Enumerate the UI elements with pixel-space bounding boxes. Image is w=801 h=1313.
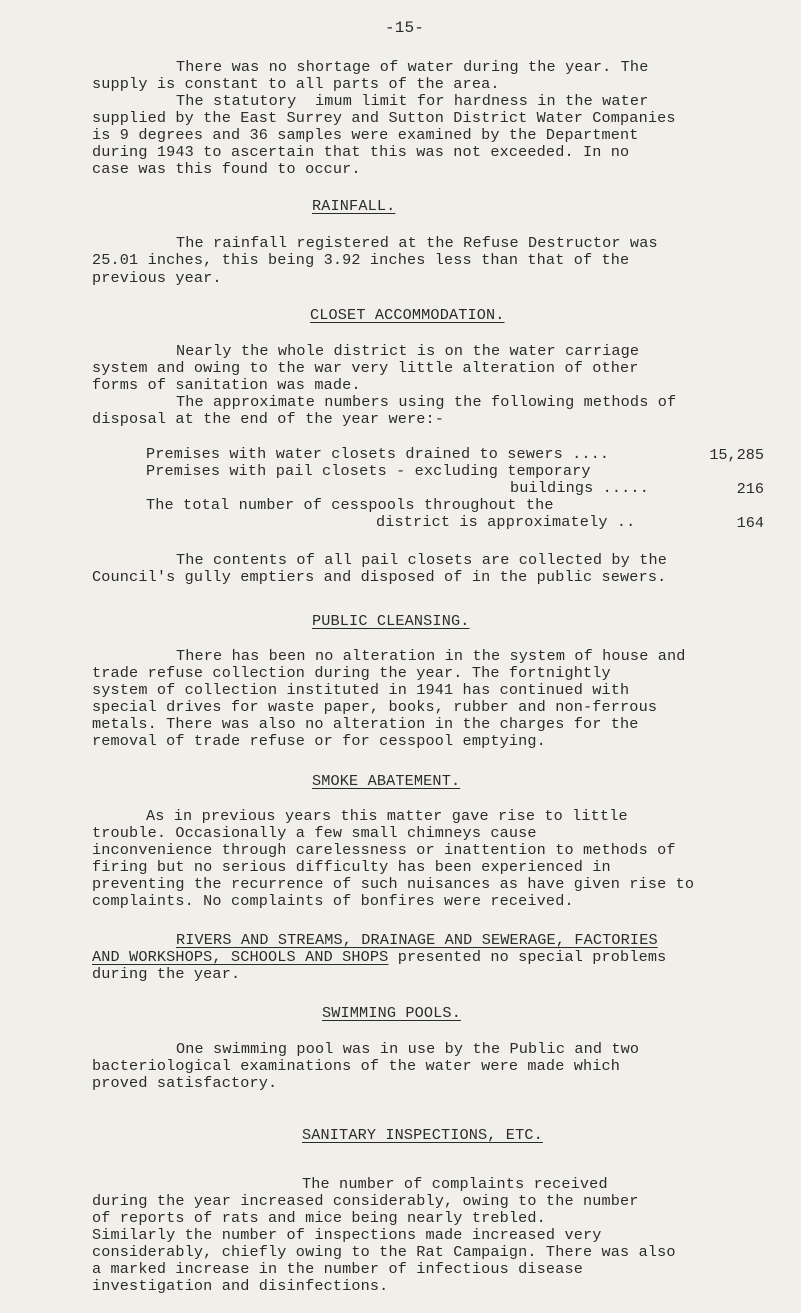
sanitary-line-6: a marked increase in the number of infectious disease [92, 1260, 583, 1278]
closet-heading: CLOSET ACCOMMODATION. [310, 306, 505, 324]
swimming-line-2: bacteriological examinations of the water were made which [92, 1057, 621, 1075]
cleansing-line-1: There has been no alteration in the system of house and [176, 647, 686, 665]
swimming-line-1: One swimming pool was in use by the Public and two [176, 1040, 640, 1058]
water-line-7: case was this found to occur. [92, 160, 361, 178]
closet-line-2: system and owing to the war very little alteration of other [92, 359, 639, 377]
closet-item-2-value: 216 [736, 480, 764, 498]
sanitary-line-5: considerably, chiefly owing to the Rat Campaign. There was also [92, 1243, 676, 1261]
closet-item-3-value: 164 [736, 514, 764, 532]
sanitary-line-1: The number of complaints received [302, 1175, 608, 1193]
rainfall-heading: RAINFALL. [312, 197, 396, 215]
rivers-heading-line-1: RIVERS AND STREAMS, DRAINAGE AND SEWERAGE, FACTORIES [176, 931, 658, 949]
closet-item-2-label: Premises with pail closets - excluding temporary [146, 462, 591, 480]
closet-item-1-value: 15,285 [709, 446, 764, 464]
water-line-5: is 9 degrees and 36 samples were examined by the Department [92, 126, 639, 144]
water-line-4: supplied by the East Surrey and Sutton District Water Companies [92, 109, 676, 127]
cleansing-line-2: trade refuse collection during the year. The fortnightly [92, 664, 611, 682]
water-line-3: The statutory imum limit for hardness in the water [176, 92, 649, 110]
closet-item-3-label: The total number of cesspools throughout the [146, 496, 554, 514]
closet-line-4: The approximate numbers using the following methods of [176, 393, 677, 411]
sanitary-heading: SANITARY INSPECTIONS, ETC. [302, 1126, 543, 1144]
closet-closing-2: Council's gully emptiers and disposed of in the public sewers. [92, 568, 667, 586]
rivers-line-3: during the year. [92, 965, 241, 983]
closet-item-2-label-cont: buildings ..... [510, 479, 649, 497]
sanitary-line-2: during the year increased considerably, owing to the number [92, 1192, 639, 1210]
smoke-line-5: preventing the recurrence of such nuisances as have given rise to [92, 875, 695, 893]
cleansing-heading: PUBLIC CLEANSING. [312, 612, 470, 630]
sanitary-line-7: investigation and disinfections. [92, 1277, 389, 1295]
swimming-line-3: proved satisfactory. [92, 1074, 278, 1092]
smoke-line-1: As in previous years this matter gave rise to little [146, 807, 628, 825]
closet-line-5: disposal at the end of the year were:- [92, 410, 445, 428]
sanitary-line-4: Similarly the number of inspections made increased very [92, 1226, 602, 1244]
smoke-heading: SMOKE ABATEMENT. [312, 772, 461, 790]
smoke-line-4: firing but no serious difficulty has been experienced in [92, 858, 611, 876]
rainfall-line-1: The rainfall registered at the Refuse Destructor was [176, 234, 658, 252]
rivers-line-2 [92, 949, 666, 965]
cleansing-line-5: metals. There was also no alteration in the charges for the [92, 715, 639, 733]
closet-item-1-label: Premises with water closets drained to sewers .... [146, 445, 610, 463]
closet-line-1: Nearly the whole district is on the water carriage [176, 342, 640, 360]
rivers-heading-line-2: AND WORKSHOPS, SCHOOLS AND SHOPS [92, 948, 389, 966]
rainfall-line-2: 25.01 inches, this being 3.92 inches less than that of the [92, 251, 630, 269]
cleansing-line-4: special drives for waste paper, books, rubber and non-ferrous [92, 698, 658, 716]
page-number: -15- [385, 19, 425, 37]
smoke-line-6: complaints. No complaints of bonfires were received. [92, 892, 574, 910]
sanitary-line-3: of reports of rats and mice being nearly trebled. [92, 1209, 546, 1227]
closet-item-3-label-cont: district is approximately .. [376, 513, 636, 531]
closet-line-3: forms of sanitation was made. [92, 376, 361, 394]
cleansing-line-3: system of collection instituted in 1941 has continued with [92, 681, 630, 699]
rivers-line-2-rest: presented no special problems [388, 948, 667, 966]
cleansing-line-6: removal of trade refuse or for cesspool emptying. [92, 732, 546, 750]
smoke-line-2: trouble. Occasionally a few small chimneys cause [92, 824, 537, 842]
swimming-heading: SWIMMING POOLS. [322, 1004, 461, 1022]
water-line-1: There was no shortage of water during the year. The [176, 58, 649, 76]
water-line-2: supply is constant to all parts of the area. [92, 75, 500, 93]
water-line-6: during 1943 to ascertain that this was not exceeded. In no [92, 143, 630, 161]
rainfall-line-3: previous year. [92, 269, 222, 287]
closet-closing-1: The contents of all pail closets are collected by the [176, 551, 667, 569]
smoke-line-3: inconvenience through carelessness or inattention to methods of [92, 841, 676, 859]
